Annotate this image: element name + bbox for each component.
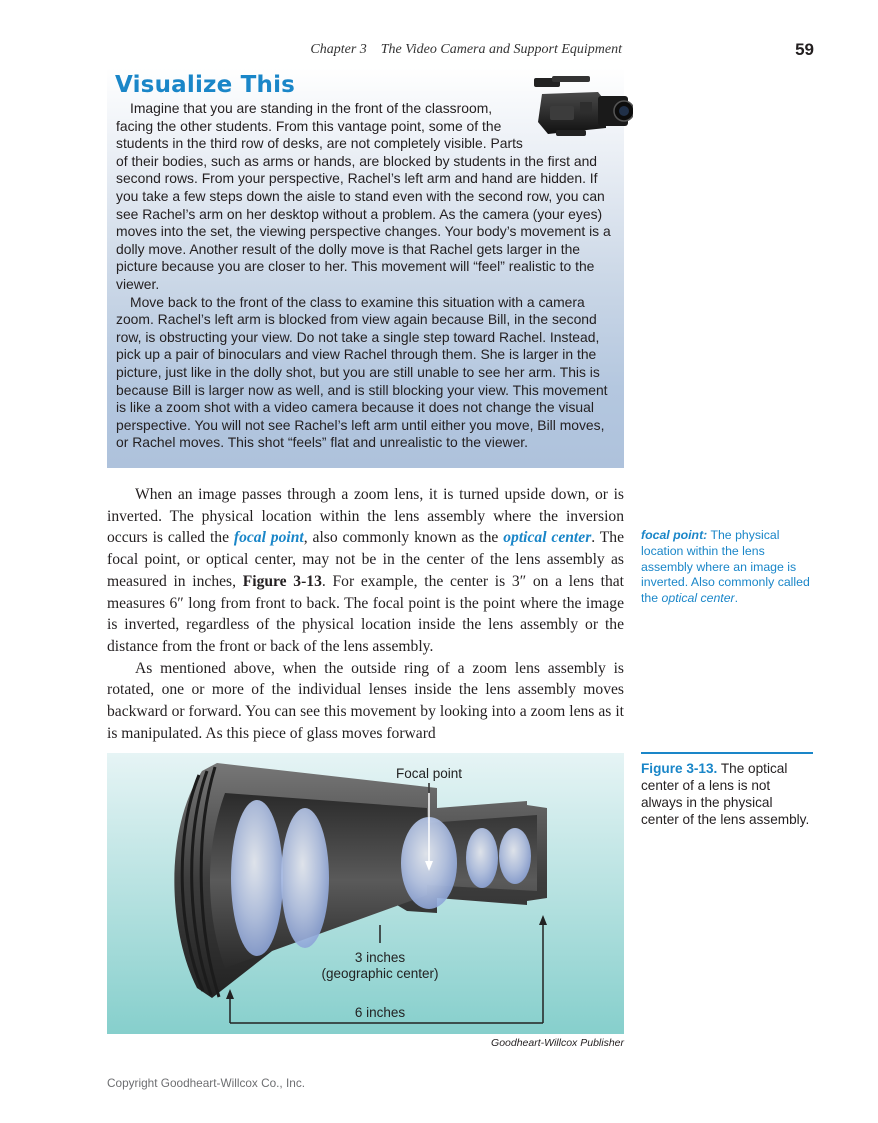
- glossary-alt-term: optical center: [661, 591, 735, 606]
- body-text-run: , also commonly known as the: [303, 529, 504, 547]
- body-paragraph: [107, 484, 624, 658]
- focal-point-label: Focal point: [395, 766, 463, 781]
- running-head: [0, 42, 622, 58]
- glossary-term: focal point:: [641, 528, 708, 542]
- copyright-footer: Copyright Goodheart-Willcox Co., Inc.: [107, 1076, 306, 1090]
- length-label: 6 inches: [354, 1005, 406, 1020]
- chapter-title: The Video Camera and Support Equipment: [380, 42, 622, 57]
- lens-element: [231, 800, 283, 956]
- center-label-line1: 3 inches: [354, 950, 406, 965]
- sidebar-body: [116, 100, 616, 452]
- figure-credit: Goodheart-Willcox Publisher: [491, 1037, 624, 1049]
- body-text: [107, 484, 624, 744]
- sidebar-paragraph: Move back to the front of the class to examine this situation with a camera zoom. Rachel’s left arm is blocked from view again because Bill, in the second row, is obstructing your view. Do not take a single step toward Rachel. Instead, pick up a pair of binoculars and view Rachel through them. She is larger in the picture, just like in the dolly shot, but you are still unable to see her arm. This is because Bill is larger now as well, and is still blocking your view. This movement is like a zoom shot with a video camera because it does not change the visual perspective. You will not see Rachel’s left arm until either you move, Bill moves, or Rachel moves. This shot “feels” flat and unrealistic to the viewer.: [116, 293, 608, 451]
- lens-cutaway-figure: [107, 753, 624, 1034]
- margin-glossary-note: [641, 528, 819, 607]
- figure-label: Figure 3-13.: [641, 761, 718, 776]
- term-optical-center: optical center: [503, 529, 592, 547]
- sidebar-title: Visualize This: [115, 72, 296, 98]
- lens-element: [281, 808, 329, 948]
- figure-reference: Figure 3-13: [242, 572, 322, 590]
- page-number: 59: [795, 40, 814, 59]
- caption-rule: [641, 752, 813, 754]
- body-paragraph: As mentioned above, when the outside ring of a zoom lens assembly is rotated, one or more of the individual lenses inside the lens assembly moves backward or forward. You can see this movement by looking into a zoom lens as it is manipulated. As this piece of glass moves forward: [107, 659, 624, 742]
- term-focal-point: focal point: [233, 529, 304, 547]
- video-camera-icon: [528, 72, 633, 142]
- lens-element: [499, 828, 531, 884]
- center-label-line2: (geographic center): [321, 966, 439, 981]
- body-text-run: . The focal point, or optical center, may not be in the center of the lens assembly as measured in inches,: [107, 529, 625, 590]
- chapter-number: Chapter 3: [310, 42, 367, 57]
- figure-caption: [641, 760, 813, 828]
- caption-text: The optical center of a lens is not always in the physical center of the lens assembly.: [641, 761, 810, 827]
- glossary-period: .: [734, 591, 739, 606]
- sidebar-paragraph: Imagine that you are standing in the front of the classroom, facing the other students. From this vantage point, some of the students in the third row of desks, are not completely visible. Parts of their bodies, such as arms or hands, are blocked by students in the first and second rows. From your perspective, Rachel’s left arm and hand are hidden. If you take a few steps down the aisle to stand even with the second row, you can see Rachel’s arm on her desktop without a problem. As the camera (your eyes) moves into the set, the viewing perspective changes. Your body’s movement is a dolly move. Another result of the dolly move is that Rachel gets larger in the picture because you are closer to her. This movement will “feel” realistic to the viewer.: [116, 100, 611, 292]
- body-text-run: . For example, the center is 3″ on a lens that measures 6″ long from front to back. The focal point is the point where the image is inverted, regardless of the physical location inside the lens assembly or the distance from the front or back of the lens assembly.: [107, 572, 625, 655]
- lens-element: [466, 828, 498, 888]
- glossary-definition: The physical location within the lens assembly where an image is inverted. Also commonly called the: [641, 528, 810, 606]
- body-text-run: When an image passes through a zoom lens, it is turned upside down, or is inverted. The physical location within the lens assembly where the inversion occurs is called the: [107, 486, 624, 547]
